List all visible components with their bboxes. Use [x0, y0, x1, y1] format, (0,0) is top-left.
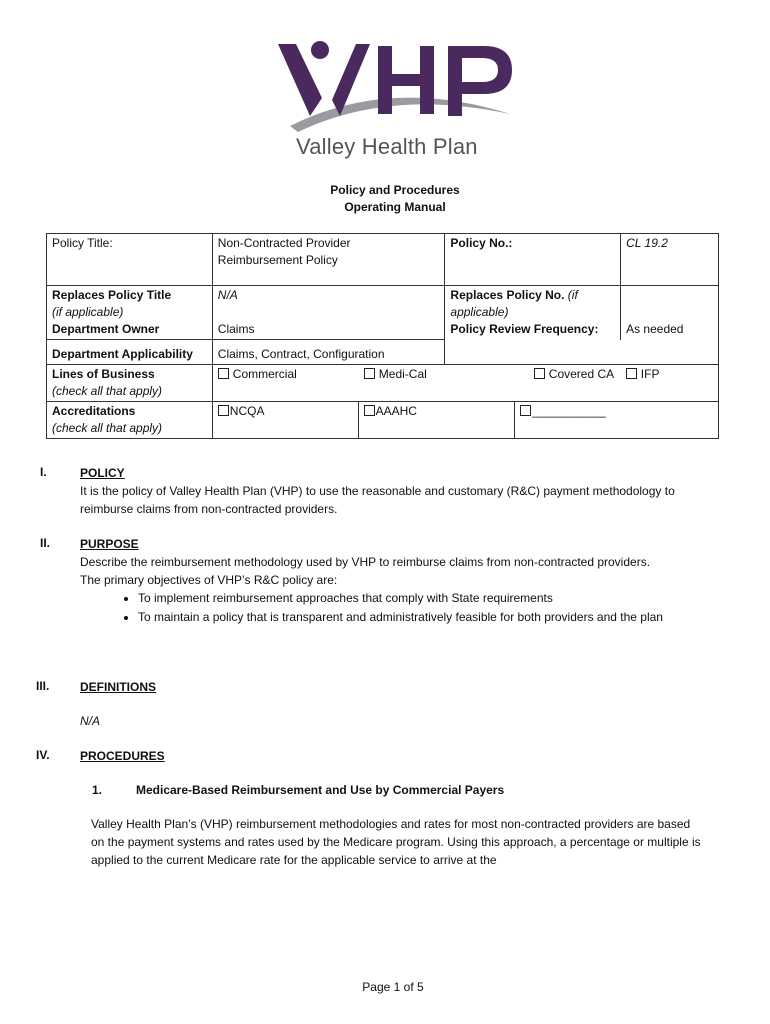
section-policy: [80, 464, 730, 518]
replaces-no-cell: [445, 286, 621, 340]
dept-applicability-label-cell: [47, 340, 213, 365]
lob-label-cell: [47, 365, 213, 402]
doc-title-line-1: Policy and Procedures: [330, 183, 460, 197]
replaces-no-label: Replaces Policy No.: [450, 288, 565, 302]
lob-ifp[interactable]: IFP: [626, 366, 660, 383]
section-3-heading: DEFINITIONS: [80, 680, 157, 694]
checkbox-icon[interactable]: [534, 368, 545, 379]
accred-aaahc[interactable]: AAAHC: [364, 404, 417, 418]
review-frequency-cell: [621, 286, 719, 340]
section-3-body: N/A: [80, 714, 101, 728]
section-purpose: [80, 535, 730, 627]
dept-applicability-value: Claims, Contract, Configuration: [217, 347, 385, 361]
policy-no-value-cell: [621, 234, 719, 286]
replaces-title-value-cell: [212, 286, 445, 340]
purpose-bullet-list: [80, 589, 738, 627]
lob-covered-ca[interactable]: Covered CA: [534, 366, 614, 383]
accred-ncqa[interactable]: NCQA: [218, 404, 265, 418]
accreditations-sub: (check all that apply): [52, 421, 163, 435]
accreditations-label-cell: [47, 402, 213, 439]
replaces-title-value: N/A: [217, 288, 238, 302]
checkbox-icon[interactable]: [218, 368, 229, 379]
policy-title-label-cell: [47, 234, 213, 286]
logo-wordmark: Valley Health Plan: [296, 134, 478, 159]
dept-applicability-value-cell: [212, 340, 445, 365]
lob-sub: (check all that apply): [52, 384, 163, 398]
accred-other[interactable]: ___________: [520, 404, 605, 418]
section-1-number: I.: [40, 465, 47, 479]
checkbox-icon[interactable]: [364, 405, 375, 416]
accred-ncqa-cell: [212, 402, 358, 439]
policy-title-value-cell: [212, 234, 445, 286]
policy-no-value: CL 19.2: [626, 236, 668, 250]
accreditations-label: Accreditations: [52, 404, 136, 418]
section-1-heading: POLICY: [80, 466, 125, 480]
dept-owner-value: Claims: [217, 322, 255, 336]
policy-title-value-line2: Reimbursement Policy: [217, 253, 338, 267]
accred-aaahc-cell: [358, 402, 515, 439]
policy-no-label-cell: [445, 234, 621, 286]
dept-owner-label: Department Owner: [52, 322, 160, 336]
replaces-no-sub: applicable): [450, 305, 509, 319]
section-2-body-2: The primary objectives of VHP’s R&C policy are:: [80, 573, 338, 587]
lob-medi-cal[interactable]: Medi-Cal: [364, 366, 427, 383]
section-4-body: Valley Health Plan’s (VHP) reimbursement methodologies and rates for most non-contracted providers are based on the payment systems and rates used by the Medicare program. Using this approach, a percentage or multiple is applied to the current Medicare rate for the applicable service to arrive at the: [91, 817, 701, 867]
lob-label: Lines of Business: [52, 367, 155, 381]
policy-title-value-line1: Non-Contracted Provider: [217, 236, 351, 250]
review-frequency-label: Policy Review Frequency:: [450, 322, 599, 336]
dept-applicability-label: Department Applicability: [52, 347, 193, 361]
list-item: • To implement reimbursement approaches that comply with State requirements: [138, 589, 738, 608]
section-3-number: III.: [36, 679, 50, 693]
list-item: • To maintain a policy that is transparent and administratively feasible for both providers and the plan: [138, 608, 738, 627]
checkbox-icon[interactable]: [364, 368, 375, 379]
replaces-title-cell: [47, 286, 213, 340]
page-number: Page 1 of 5: [362, 980, 424, 994]
replaces-title-sub: (if applicable): [52, 305, 124, 319]
section-2-number: II.: [40, 536, 51, 550]
doc-title-line-2: Operating Manual: [344, 200, 446, 214]
policy-title-label: Policy Title:: [52, 236, 113, 250]
policy-no-label: Policy No.:: [450, 236, 513, 250]
section-4-number: IV.: [36, 748, 50, 762]
empty-cell: [445, 340, 719, 365]
subsection-number: 1.: [92, 783, 103, 797]
checkbox-icon[interactable]: [626, 368, 637, 379]
checkbox-icon[interactable]: [520, 405, 531, 416]
accred-other-cell: [515, 402, 719, 439]
policy-info-table: [46, 233, 719, 439]
section-4-heading: PROCEDURES: [80, 749, 165, 763]
review-frequency-value: As needed: [626, 322, 684, 336]
section-1-body: It is the policy of Valley Health Plan (VHP) to use the reasonable and customary (R&C) payment methodology to reimburse claims from non-contracted providers.: [80, 484, 675, 516]
checkbox-icon[interactable]: [218, 405, 229, 416]
section-2-heading: PURPOSE: [80, 537, 139, 551]
replaces-no-sub-inline: (if: [567, 288, 578, 302]
subsection-heading: Medicare-Based Reimbursement and Use by Commercial Payers: [136, 783, 505, 797]
lob-options-cell: [212, 365, 718, 402]
section-2-body-1: Describe the reimbursement methodology used by VHP to reimburse claims from non-contracted providers.: [80, 555, 651, 569]
lob-commercial[interactable]: Commercial: [218, 366, 297, 383]
replaces-title-label: Replaces Policy Title: [52, 288, 172, 302]
